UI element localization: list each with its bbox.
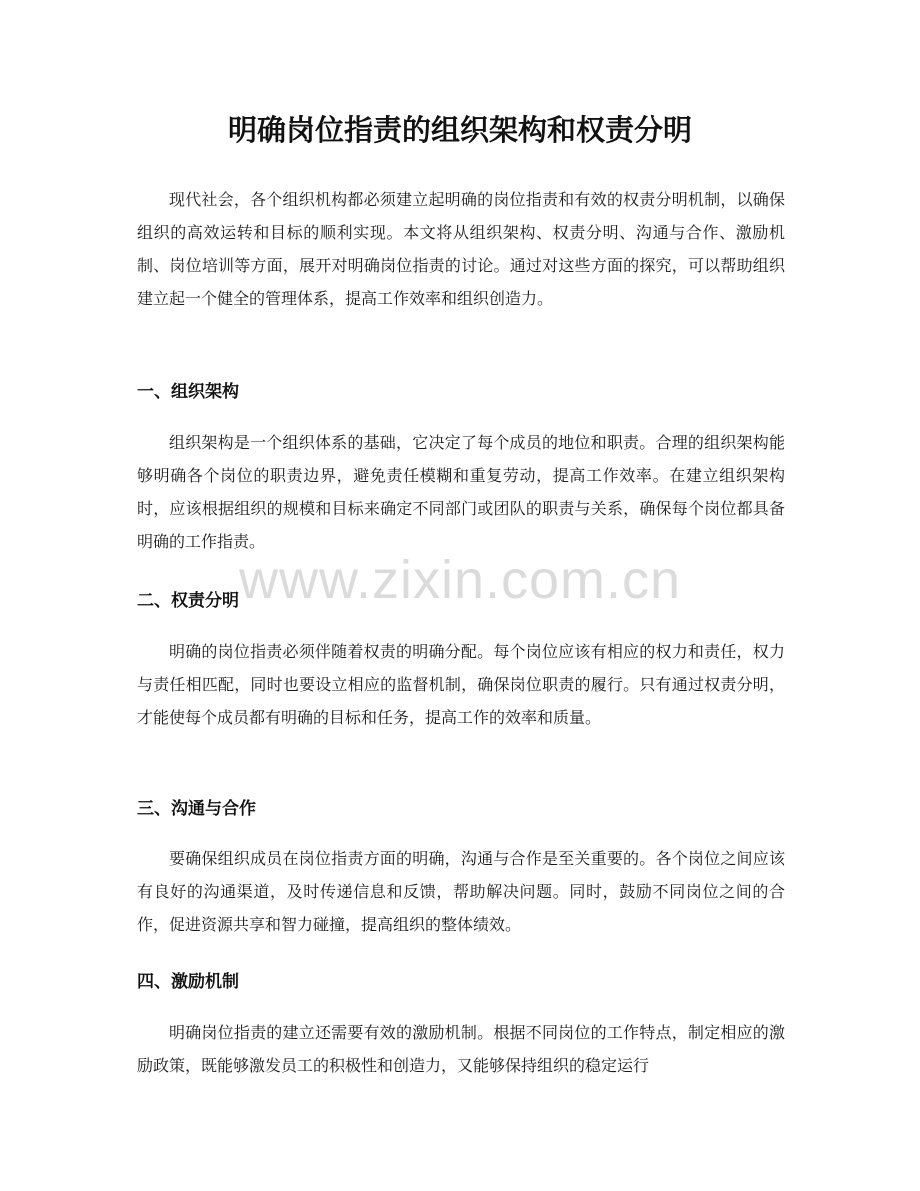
intro-paragraph: 现代社会，各个组织机构都必须建立起明确的岗位指责和有效的权责分明机制，以确保组织的高效运转和目标的顺利实现。本文将从组织架构、权责分明、沟通与合作、激励机制、岗位培训等方面，展开对明确岗位指责的讨论。通过对这些方面的探究，可以帮助组织建立起一个健全的管理体系，提高工作效率和组织创造力。 (137, 190, 785, 308)
section-body-org-structure: 组织架构是一个组织体系的基础，它决定了每个成员的地位和职责。合理的组织架构能够明确各个岗位的职责边界，避免责任模糊和重复劳动，提高工作效率。在建立组织架构时，应该根据组织的规模和目标来确定不同部门或团队的职责与关系，确保每个岗位都具备明确的工作指责。 (137, 433, 785, 551)
section-heading-incentive: 四、激励机制 (137, 972, 239, 992)
section-body-authority: 明确的岗位指责必须伴随着权责的明确分配。每个岗位应该有相应的权力和责任，权力与责任相匹配，同时也要设立相应的监督机制，确保岗位职责的履行。只有通过权责分明，才能使每个成员都有明确的目标和任务，提高工作的效率和质量。 (137, 642, 785, 727)
section-heading-authority: 二、权责分明 (137, 591, 239, 611)
section-body-incentive: 明确岗位指责的建立还需要有效的激励机制。根据不同岗位的工作特点，制定相应的激励政策，既能够激发员工的积极性和创造力，又能够保持组织的稳定运行 (137, 1023, 785, 1075)
section-heading-org-structure: 一、组织架构 (137, 382, 239, 402)
section-body-communication: 要确保组织成员在岗位指责方面的明确，沟通与合作是至关重要的。各个岗位之间应该有良好的沟通渠道，及时传递信息和反馈，帮助解决问题。同时，鼓励不同岗位之间的合作，促进资源共享和智力碰撞，提高组织的整体绩效。 (137, 849, 785, 934)
section-heading-communication: 三、沟通与合作 (137, 799, 256, 819)
watermark-text: www.zixin.com.cn (238, 550, 682, 610)
document-title: 明确岗位指责的组织架构和权责分明 (227, 113, 692, 147)
